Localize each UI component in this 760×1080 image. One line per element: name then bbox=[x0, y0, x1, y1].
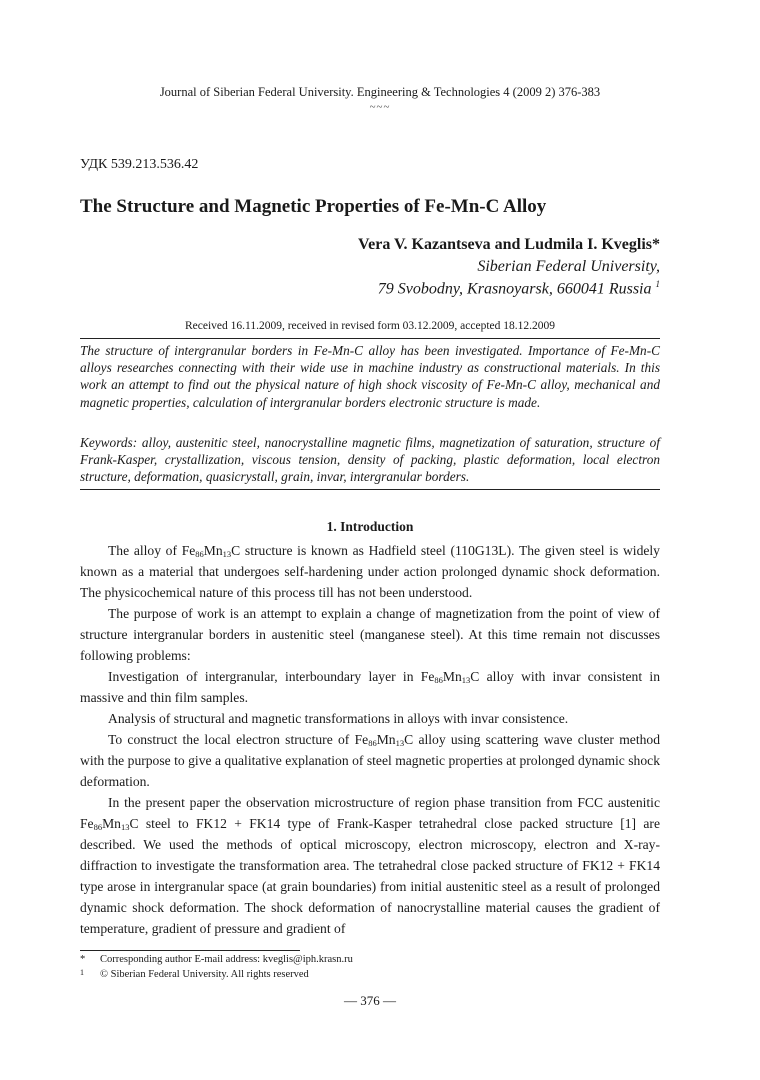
section-heading: 1. Introduction bbox=[326, 519, 414, 534]
abstract-bottom-rule bbox=[80, 489, 660, 490]
formula: $Fe_{86}Mn_{13}C$ bbox=[80, 816, 139, 832]
udk-code: УДК 539.213.536.42 bbox=[80, 157, 199, 172]
authors: Vera V. Kazantseva and Ludmila I. Kveglis* bbox=[358, 236, 660, 253]
affiliation-footnote-mark: 1 bbox=[655, 279, 660, 289]
affiliation-line-2 bbox=[378, 279, 660, 298]
affiliation-address: 79 Svobodny, Krasnoyarsk, 660041 Russia bbox=[377, 280, 656, 298]
affiliation-line-1: Siberian Federal University, bbox=[477, 258, 660, 275]
paragraph-2: The purpose of work is an attempt to explain a change of magnetization from the point of view of structure intergranular borders in austenitic steel (manganese steel). At this time remain not discusses following problems: bbox=[80, 606, 660, 663]
abstract-top-rule bbox=[80, 338, 660, 339]
formula: $Fe_{86}Mn_{13}C$ bbox=[354, 732, 414, 748]
paragraph-1: The alloy of $Fe_{86}Mn_{13}C$ structure is known as Hadfield steel (110G13L). The given steel is widely known as a material that undergoes self-hardening under action prolonged dynamic shock deformation. The physicochemical nature of this process till has not been understood. bbox=[80, 543, 660, 600]
paragraph-6: In the present paper the observation microstructure of region phase transition from FCC austenitic $Fe_{86}Mn_{13}C$ steel to FK12 + FK14 type of Frank-Kasper tetrahedral close packed structure [1] are described. We used the methods of optical microscopy, electron microscopy, electron and X-ray-diffraction to investigate the transformation area. The tetrahedral close packed structure of FK12 + FK14 type arose in intergranular space (at grain boundaries) from initial austenitic steel as a result of prolonged dynamic shock deformation. The shock deformation of nanocrystalline material causes the gradient of temperature, gradient of pressure and gradient of bbox=[80, 795, 660, 936]
paragraph-5: To construct the local electron structure of $Fe_{86}Mn_{13}C$ alloy using scattering wave cluster method with the purpose to give a qualitative explanation of steel magnetic properties at prolonged dynamic shock deformation. bbox=[80, 732, 661, 789]
paragraph-4: Analysis of structural and magnetic transformations in alloys with invar consistence. bbox=[108, 711, 569, 726]
footnote-1: * Corresponding author E-mail address: kveglis@iph.krasn.ru bbox=[80, 954, 353, 965]
formula: $Fe_{86}Mn_{13}C$ bbox=[181, 543, 241, 559]
page-number: — 376 — bbox=[344, 993, 396, 1008]
keywords: Keywords: alloy, austenitic steel, nanocrystalline magnetic films, magnetization of saturation, structure of Frank-Kasper, crystallization, viscous tension, density of packing, plastic deformation, local electron structure, deformation, quasicrystall, grain, invar, intergranular borders. bbox=[80, 435, 660, 485]
received-dates: Received 16.11.2009, received in revised form 03.12.2009, accepted 18.12.2009 bbox=[184, 320, 556, 332]
header-ornament: ~~~ bbox=[369, 101, 391, 113]
journal-header: Journal of Siberian Federal University. Engineering & Technologies 4 (2009 2) 376-383 bbox=[159, 85, 601, 99]
footnote-2: 1 © Siberian Federal University. All rights reserved bbox=[80, 968, 309, 980]
paragraph-3: Investigation of intergranular, interboundary layer in $Fe_{86}Mn_{13}C$ alloy with invar consistent in massive and thin film samples. bbox=[80, 669, 660, 705]
paper-title: The Structure and Magnetic Properties of Fe-Mn-C Alloy bbox=[80, 196, 547, 217]
footnote-rule bbox=[80, 950, 300, 951]
formula: $Fe_{86}Mn_{13}C$ bbox=[420, 669, 480, 685]
body-text bbox=[80, 540, 660, 939]
abstract: The structure of intergranular borders in Fe-Mn-C alloy has been investigated. Importance of Fe-Mn-C alloys researches connecting with their wide use in machine industry as constructional materials. In this work an attempt to find out the physical nature of high shock viscosity of Fe-Mn-C alloy, mechanical and magnetic properties, calculation of intergranular borders electronic structure is made. bbox=[80, 343, 660, 410]
